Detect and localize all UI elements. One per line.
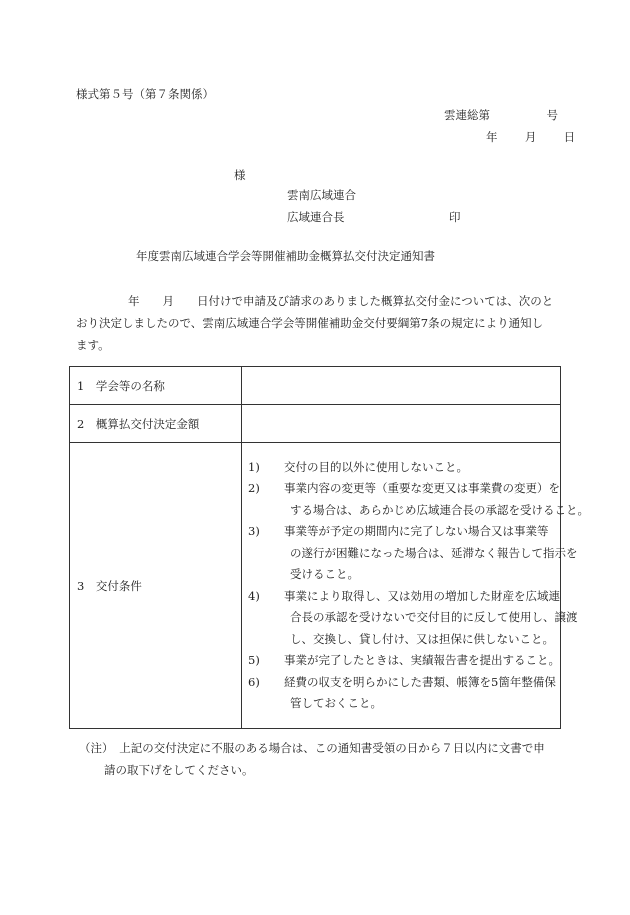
row-value-amount	[242, 405, 561, 443]
condition-text	[272, 586, 578, 651]
condition-text	[272, 672, 560, 715]
condition-number: 6)	[248, 674, 260, 689]
condition-text	[272, 650, 560, 672]
document-title: 年度雲南広域連合学会等開催補助金概算払交付決定通知書	[136, 249, 435, 263]
body-line-3: ます。	[76, 338, 110, 352]
condition-line: 交付の目的以外に使用しないこと。	[284, 459, 468, 474]
document-date	[486, 129, 575, 145]
row-label-conditions: 3 交付条件	[70, 443, 242, 729]
table-row	[70, 443, 561, 729]
document-number	[444, 107, 558, 123]
body-line-2: おり決定しましたので、雲南広域連合学会等開催補助金交付要綱第7条の規定により通知し	[76, 316, 544, 330]
row-value-conditions	[242, 443, 589, 729]
condition-line: 受けること。	[290, 567, 359, 581]
condition-line: 事業等が予定の期間内に完了しない場合又は事業等	[284, 524, 549, 538]
condition-line: し、交換し、貸し付け、又は担保に供しないこと。	[290, 631, 555, 646]
list-item	[248, 521, 578, 586]
table-row	[70, 367, 561, 405]
condition-number: 4)	[248, 588, 260, 603]
condition-line: する場合は、あらかじめ広域連合長の承認を受けること。	[290, 502, 589, 517]
date-year: 年	[486, 130, 498, 144]
condition-line: 事業が完了したときは、実績報告書を提出すること。	[284, 653, 560, 667]
row-value-event-name	[242, 367, 561, 405]
list-item	[248, 478, 589, 521]
condition-line: 経費の収支を明らかにした書類、帳簿を5箇年整備保	[284, 674, 556, 689]
body-paragraph	[76, 290, 556, 356]
body-line-1: 年 月 日付けで申請及び請求のありました概算払交付金については、次のと	[128, 294, 554, 308]
addressee-honorific: 様	[234, 168, 246, 182]
document-number-prefix: 雲連総第	[444, 108, 490, 122]
condition-number: 5)	[248, 653, 260, 667]
seal-mark: 印	[449, 210, 461, 224]
footnote-line-2: 請の取下げをしてください。	[104, 763, 254, 777]
condition-line: 事業内容の変更等（重要な変更又は事業費の変更）を	[284, 481, 560, 495]
list-item	[248, 650, 560, 672]
list-item	[248, 672, 560, 715]
date-day: 日	[563, 130, 576, 144]
footnote	[79, 737, 545, 781]
condition-text	[272, 478, 589, 521]
sender-organization: 雲南広域連合	[287, 188, 356, 202]
condition-number: 1)	[248, 459, 260, 474]
condition-line: 合長の承認を受けないで交付目的に反して使用し、譲渡	[290, 610, 578, 624]
list-item	[248, 457, 560, 479]
footnote-line-1: （注） 上記の交付決定に不服のある場合は、この通知書受領の日から７日以内に文書で申	[79, 741, 545, 755]
conditions-table	[69, 366, 589, 729]
row-label-event-name: 1 学会等の名称	[70, 367, 242, 405]
condition-line: 事業により取得し、又は効用の増加した財産を広域連	[284, 588, 560, 603]
conditions-list	[242, 457, 589, 715]
table-row	[70, 405, 561, 443]
date-month: 月	[524, 130, 537, 144]
condition-number: 2)	[248, 481, 260, 495]
sender-title: 広域連合長	[287, 210, 345, 224]
row-label-amount: 2 概算払交付決定金額	[70, 405, 242, 443]
condition-number: 3)	[248, 524, 260, 538]
document-number-suffix: 号	[546, 108, 558, 122]
form-number: 様式第５号（第７条関係）	[76, 87, 214, 101]
condition-line: 管しておくこと。	[290, 696, 382, 710]
condition-text	[272, 521, 578, 586]
condition-text	[272, 457, 560, 479]
condition-line: の遂行が困難になった場合は、延滞なく報告して指示を	[290, 545, 578, 560]
list-item	[248, 586, 578, 651]
